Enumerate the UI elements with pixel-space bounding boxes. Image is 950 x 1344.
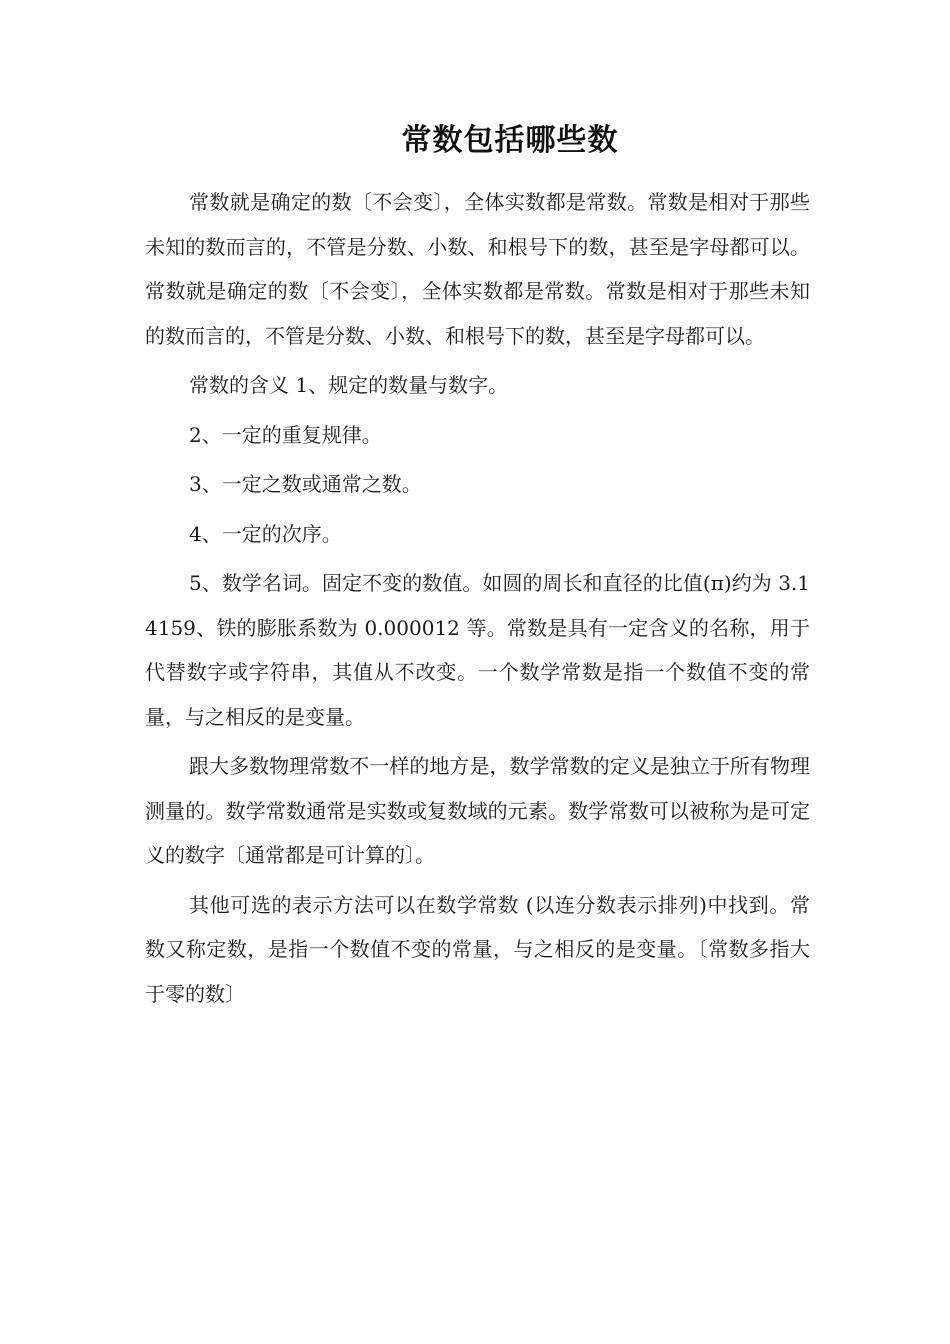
paragraph-intro: 常数就是确定的数〔不会变〕，全体实数都是常数。常数是相对于那些未知的数而言的，不管是分数、小数、和根号下的数，甚至是字母都可以。常数就是确定的数〔不会变〕，全体实数都是常数。常数是相对于那些未知的数而言的，不管是分数、小数、和根号下的数，甚至是字母都可以。 <box>145 190 810 348</box>
paragraph-meaning-3: 3、一定之数或通常之数。 <box>189 472 422 496</box>
document-title: 常数包括哪些数 <box>401 123 619 158</box>
paragraph-meaning-1: 常数的含义 1、规定的数量与数字。 <box>189 373 509 397</box>
paragraph-alternative-notation: 其他可选的表示方法可以在数学常数 (以连分数表示排列)中找到。常数又称定数，是指一个数值不变的常量，与之相反的是变量。〔常数多指大于零的数〕 <box>145 892 810 1006</box>
paragraph-meaning-4: 4、一定的次序。 <box>189 521 342 546</box>
document-body <box>145 180 810 1021</box>
paragraph-meaning-2: 2、一定的重复规律。 <box>189 422 382 447</box>
paragraph-meaning-5: 5、数学名词。固定不变的数值。如圆的周长和直径的比值(π)约为 3.14159、铁的膨胀系数为 0.000012 等。常数是具有一定含义的名称，用于代替数字或字符串，其值从不改变。一个数学常数是指一个数值不变的常量，与之相反的是变量。 <box>145 571 810 729</box>
paragraph-math-constants: 跟大多数物理常数不一样的地方是，数学常数的定义是独立于所有物理测量的。数学常数通常是实数或复数域的元素。数学常数可以被称为是可定义的数字〔通常都是可计算的〕。 <box>145 754 810 867</box>
